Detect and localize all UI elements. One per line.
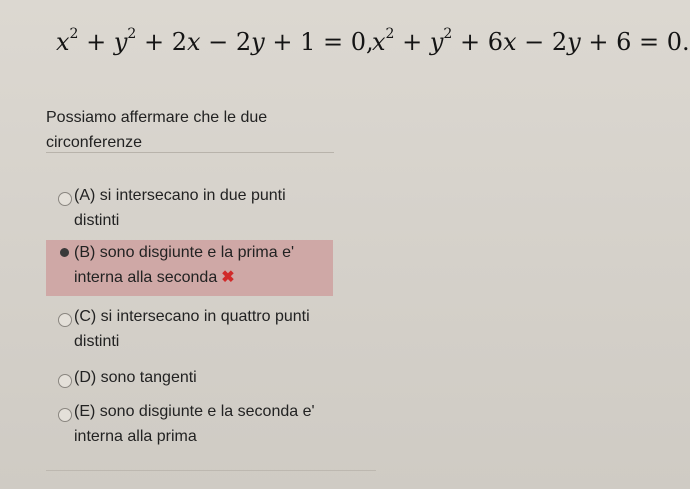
radio-icon[interactable] bbox=[58, 192, 72, 206]
wrong-x-icon: ✖ bbox=[221, 269, 235, 286]
equation-circle-2: $x^2 + y^2 + 6x - 2y + 6 = 0$. bbox=[372, 26, 690, 56]
option-b-label: (B) sono disgiunte e la prima e' interna alla seconda bbox=[74, 244, 295, 286]
option-b[interactable] bbox=[46, 240, 333, 296]
equation-circle-1: $x^2 + y^2 + 2x - 2y + 1 = 0$, bbox=[56, 26, 374, 56]
divider bbox=[46, 470, 376, 471]
option-d[interactable] bbox=[46, 369, 333, 397]
radio-icon[interactable] bbox=[58, 374, 72, 388]
question-text: Possiamo affermare che le due circonferenze bbox=[46, 109, 268, 151]
option-e-label: (E) sono disgiunte e la seconda e' interna alla prima bbox=[74, 403, 315, 445]
radio-icon[interactable] bbox=[58, 408, 72, 422]
radio-icon[interactable] bbox=[58, 313, 72, 327]
option-c-label: (C) si intersecano in quattro punti distinti bbox=[74, 308, 310, 350]
option-d-label: (D) sono tangenti bbox=[74, 369, 197, 386]
option-a[interactable] bbox=[46, 187, 333, 237]
option-c[interactable] bbox=[46, 308, 333, 358]
option-a-label: (A) si intersecano in due punti distinti bbox=[74, 187, 286, 229]
divider bbox=[46, 152, 334, 153]
radio-selected-icon[interactable] bbox=[60, 248, 69, 257]
option-e[interactable] bbox=[46, 403, 333, 453]
